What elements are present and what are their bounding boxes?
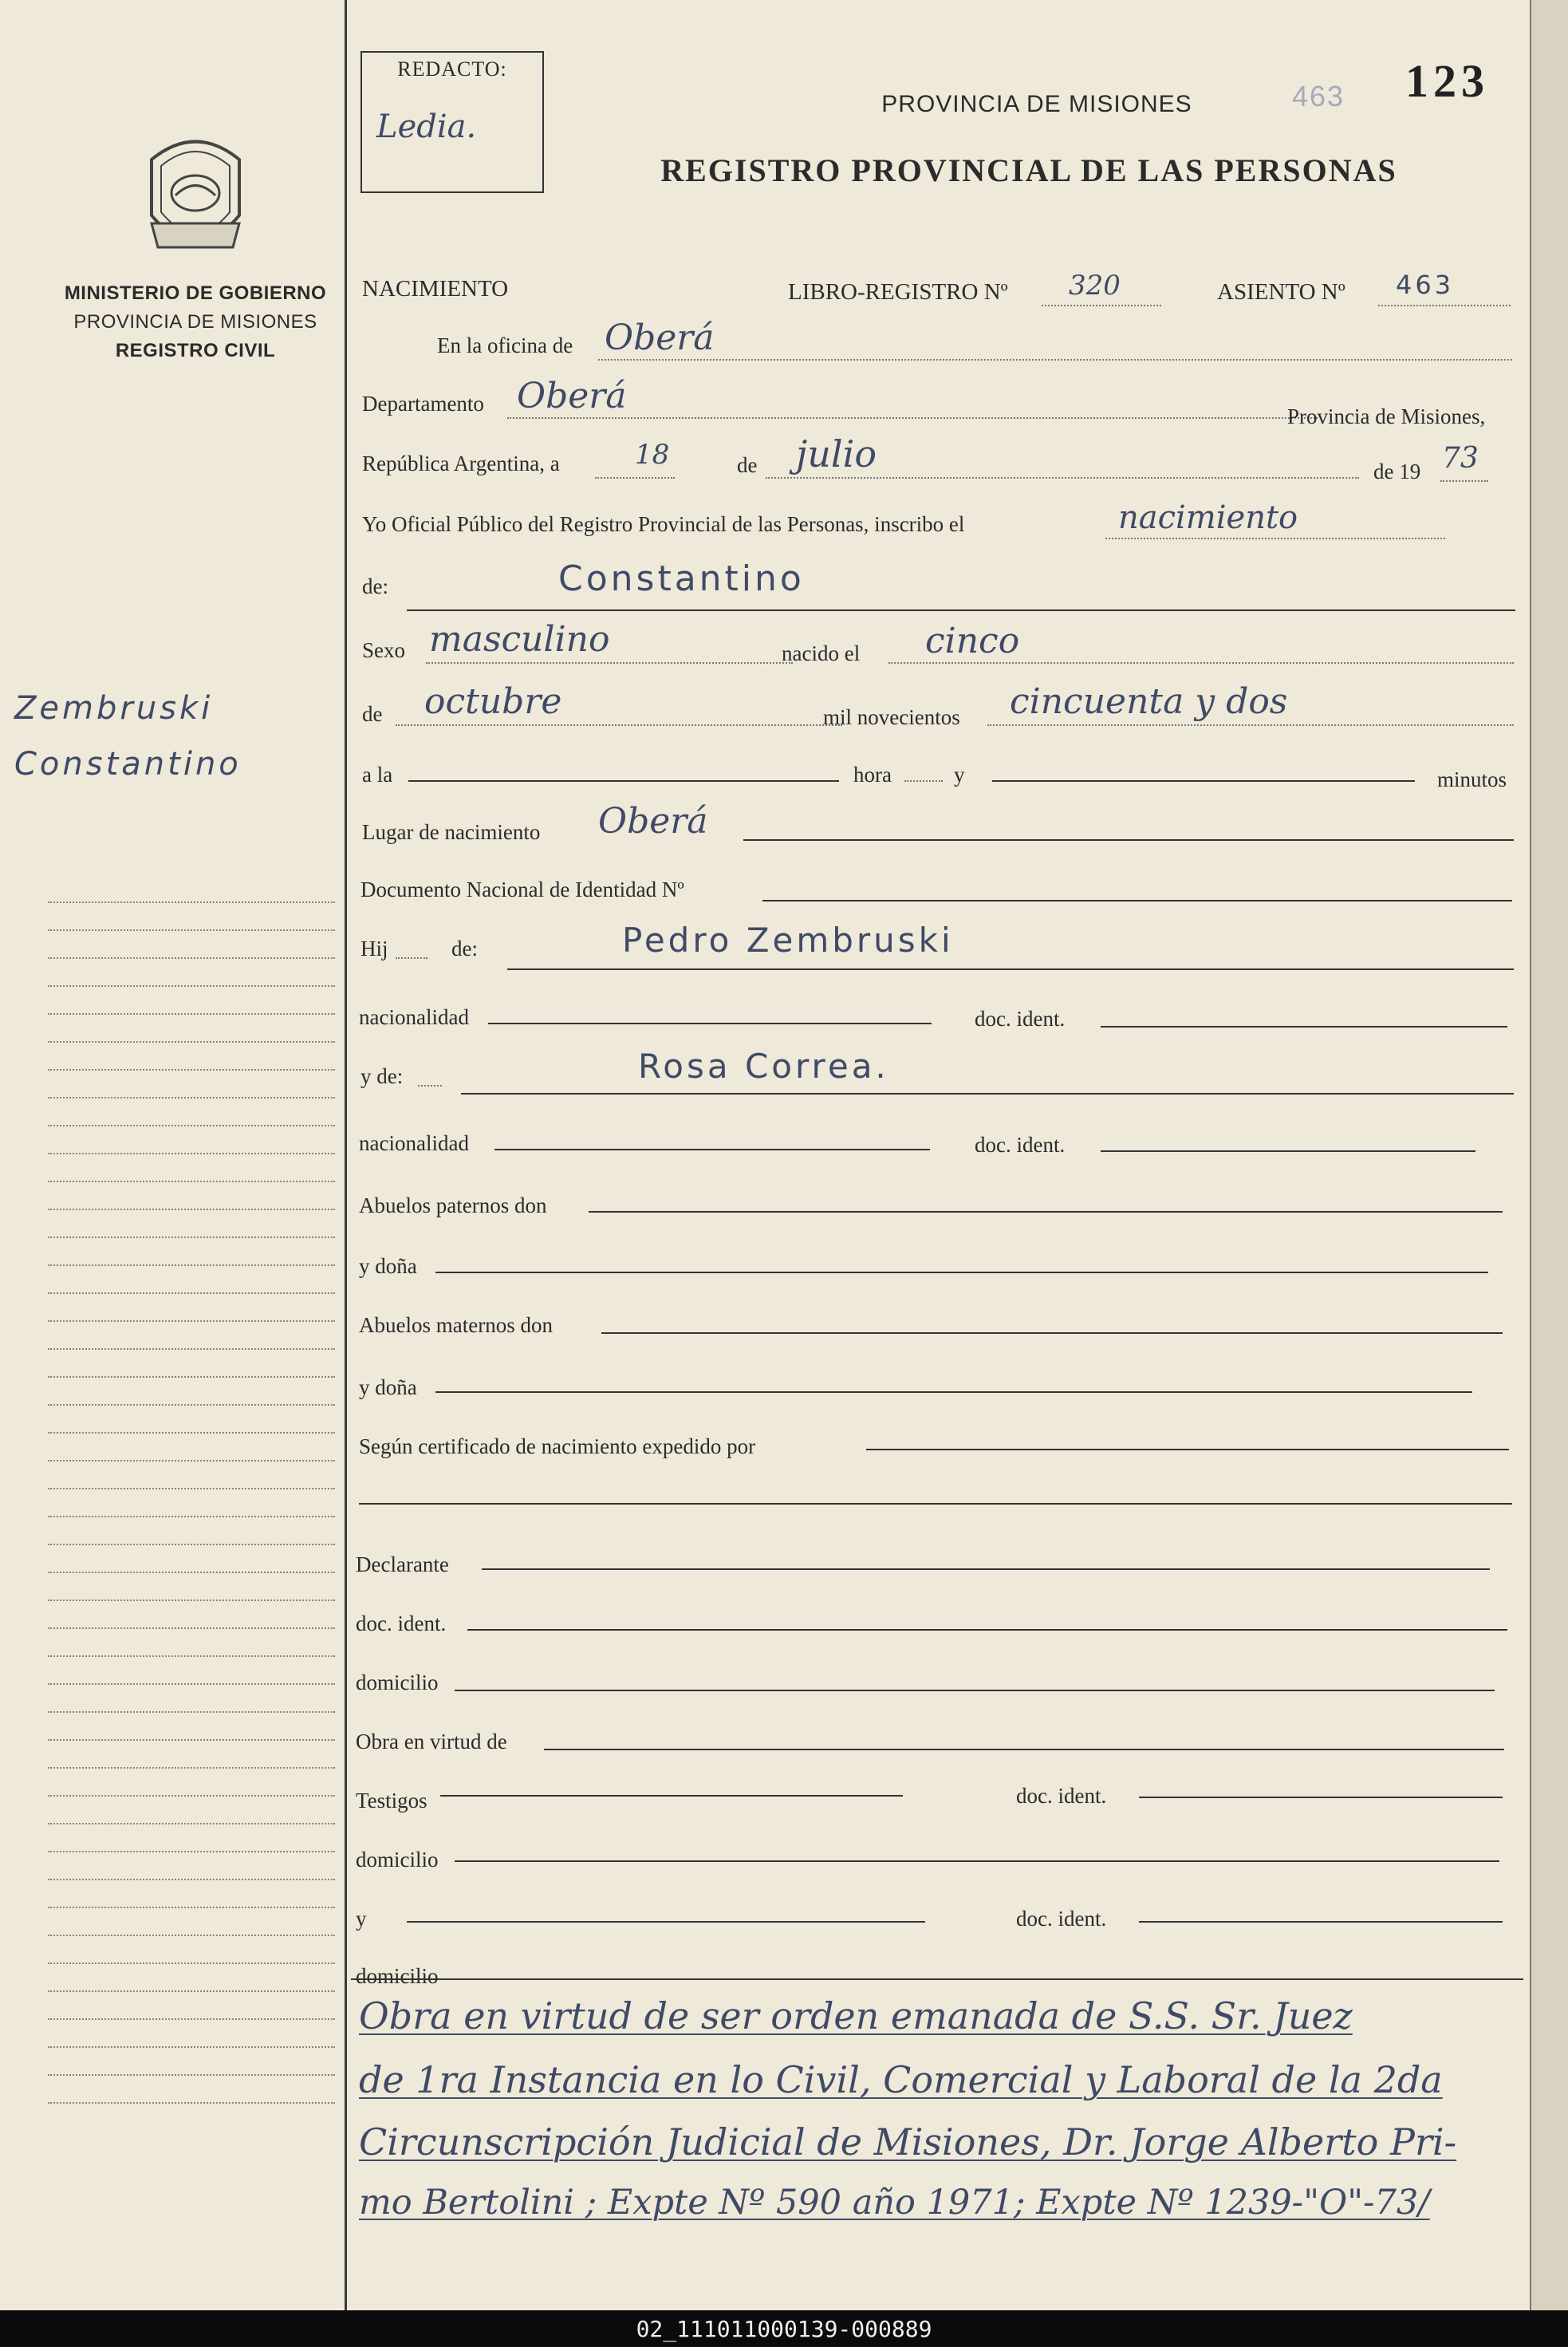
row-authority (356, 1725, 1515, 1769)
provincia-label: Provincia de Misiones, (1287, 404, 1486, 428)
ministry-line: MINISTERIO DE GOBIERNO (64, 282, 327, 304)
row-maternal-grandmother (359, 1371, 1515, 1415)
nacido-label: nacido el (782, 641, 861, 665)
observation-line: Obra en virtud de ser orden emanada de S.S. Sr. Juez (359, 1994, 1353, 2037)
row-declarant-address (356, 1666, 1515, 1710)
row-father (359, 921, 1515, 970)
y2-label: y (356, 1907, 367, 1931)
row-sex (359, 619, 1515, 675)
nacionalidad-label: nacionalidad (359, 1005, 469, 1029)
departamento-value: Oberá (517, 376, 627, 416)
domicilio3-label: domicilio (356, 1964, 439, 1988)
inscribo-value: nacimiento (1118, 499, 1298, 536)
ydona-label: y doña (359, 1254, 417, 1278)
row-birthplace (359, 801, 1515, 855)
observation-line: Circunscripción Judicial de Misiones, Dr. Jorge Alberto Pri- (359, 2120, 1457, 2164)
row-book-entry (359, 270, 1515, 318)
madre-value: Rosa Correa. (638, 1047, 889, 1086)
dia-value: 18 (635, 439, 670, 471)
domicilio2-label: domicilio (356, 1848, 439, 1872)
ala-label: a la (362, 763, 393, 787)
anio-label: de 19 (1373, 460, 1421, 483)
row-mother (359, 1047, 1515, 1098)
doc-ident4-label: doc. ident. (1016, 1784, 1107, 1808)
observation-line: mo Bertolini ; Expte Nº 590 año 1971; Expte Nº 1239-"O"-73/ (359, 2183, 1430, 2223)
hij-label: Hij (360, 937, 388, 960)
row-birth-year (359, 681, 1515, 737)
row-witness-2 (356, 1902, 1515, 1947)
row-dni (359, 873, 1515, 917)
padre-value: Pedro Zembruski (622, 921, 954, 960)
province-line: PROVINCIA DE MISIONES (73, 311, 317, 333)
ydona2-label: y doña (359, 1375, 417, 1399)
row-certificate (359, 1430, 1515, 1474)
page-number: 123 (1405, 55, 1489, 107)
asiento-label: ASIENTO Nº (1217, 279, 1345, 305)
row-certificate-cont (359, 1492, 1515, 1536)
image-id-label: 02_111011000139-000889 (636, 2315, 932, 2342)
lugar-label: Lugar de nacimiento (362, 820, 541, 844)
stub-ruled-lines (48, 901, 335, 2130)
mil-label: mil novecientos (823, 705, 960, 729)
registry-line: REGISTRO CIVIL (115, 340, 276, 361)
registry-title: REGISTRO PROVINCIAL DE LAS PERSONAS (660, 152, 1397, 188)
abuelos-pat-label: Abuelos paternos don (359, 1193, 547, 1217)
domicilio-label: domicilio (356, 1671, 439, 1694)
row-maternal-grandfather (359, 1308, 1515, 1353)
row-office (359, 318, 1515, 373)
redacto-label: REDACTO: (397, 57, 507, 81)
observations-frame (351, 1978, 1523, 1980)
nacido-mes-value: octubre (424, 681, 562, 722)
row-mother-nationality (359, 1126, 1515, 1171)
nacido-dia-value: cinco (925, 621, 1020, 661)
row-officer (359, 499, 1515, 552)
row-witness-1-address (356, 1843, 1515, 1887)
de-colon-label: de: (362, 574, 388, 598)
dni-label: Documento Nacional de Identidad Nº (360, 878, 684, 901)
doc-ident5-label: doc. ident. (1016, 1907, 1107, 1931)
redacto-signature: Ledia. (376, 108, 477, 145)
image-id-bar (0, 2310, 1568, 2347)
asiento-value: 463 (1396, 270, 1455, 300)
nacionalidad2-label: nacionalidad (359, 1131, 469, 1155)
republica-label: República Argentina, a (362, 452, 560, 475)
observation-line: de 1ra Instancia en lo Civil, Comercial y Laboral de la 2da (359, 2058, 1443, 2101)
stub-given-name: Constantino (14, 746, 242, 783)
sexo-value: masculino (429, 619, 610, 660)
binding-edge (1530, 0, 1568, 2310)
departamento-label: Departamento (362, 392, 484, 416)
doc-ident2-label: doc. ident. (975, 1133, 1066, 1157)
mes-value: julio (796, 432, 877, 475)
row-department (359, 376, 1515, 432)
y-label: y (954, 763, 965, 787)
de-label: de (737, 453, 758, 477)
row-name (359, 558, 1515, 608)
lugar-value: Oberá (598, 801, 708, 842)
hij-de-label: de: (451, 937, 478, 960)
oficial-text: Yo Oficial Público del Registro Provincial de las Personas, inscribo el (362, 512, 965, 536)
stub-surname: Zembruski (14, 690, 214, 727)
nacido-anio-value: cincuenta y dos (1010, 681, 1288, 722)
declarante-label: Declarante (356, 1552, 449, 1576)
doc-ident-label: doc. ident. (975, 1007, 1066, 1031)
row-father-nationality (359, 1000, 1515, 1045)
row-declarant (356, 1548, 1515, 1592)
sexo-label: Sexo (362, 638, 405, 662)
oficina-value: Oberá (605, 318, 715, 358)
de-mes-label: de (362, 702, 383, 726)
doc-ident3-label: doc. ident. (356, 1611, 447, 1635)
stamp-number: 463 (1292, 80, 1345, 112)
row-declarant-doc (356, 1607, 1515, 1651)
provincial-seal-icon (136, 128, 255, 263)
testigos-label: Testigos (356, 1789, 427, 1813)
nacimiento-label: NACIMIENTO (362, 276, 509, 302)
row-time (359, 756, 1515, 801)
abuelos-mat-label: Abuelos maternos don (359, 1313, 553, 1337)
libro-value: 320 (1069, 270, 1121, 302)
province-heading: PROVINCIA DE MISIONES (881, 91, 1192, 117)
hora-label: hora (853, 763, 892, 787)
redacto-box (360, 51, 544, 193)
libro-label: LIBRO-REGISTRO Nº (788, 279, 1008, 305)
row-witness-1 (356, 1784, 1515, 1828)
ministry-heading (48, 279, 343, 365)
nombre-value: Constantino (558, 558, 805, 599)
segun-label: Según certificado de nacimiento expedido por (359, 1434, 756, 1458)
row-paternal-grandfather (359, 1189, 1515, 1233)
row-date (359, 432, 1515, 491)
stub-divider (345, 0, 347, 2310)
anio-value: 73 (1442, 442, 1479, 475)
oficina-label: En la oficina de (437, 333, 573, 357)
obra-label: Obra en virtud de (356, 1730, 507, 1753)
row-paternal-grandmother (359, 1249, 1515, 1294)
yde-label: y de: (360, 1064, 404, 1088)
minutos-label: minutos (1437, 767, 1507, 791)
